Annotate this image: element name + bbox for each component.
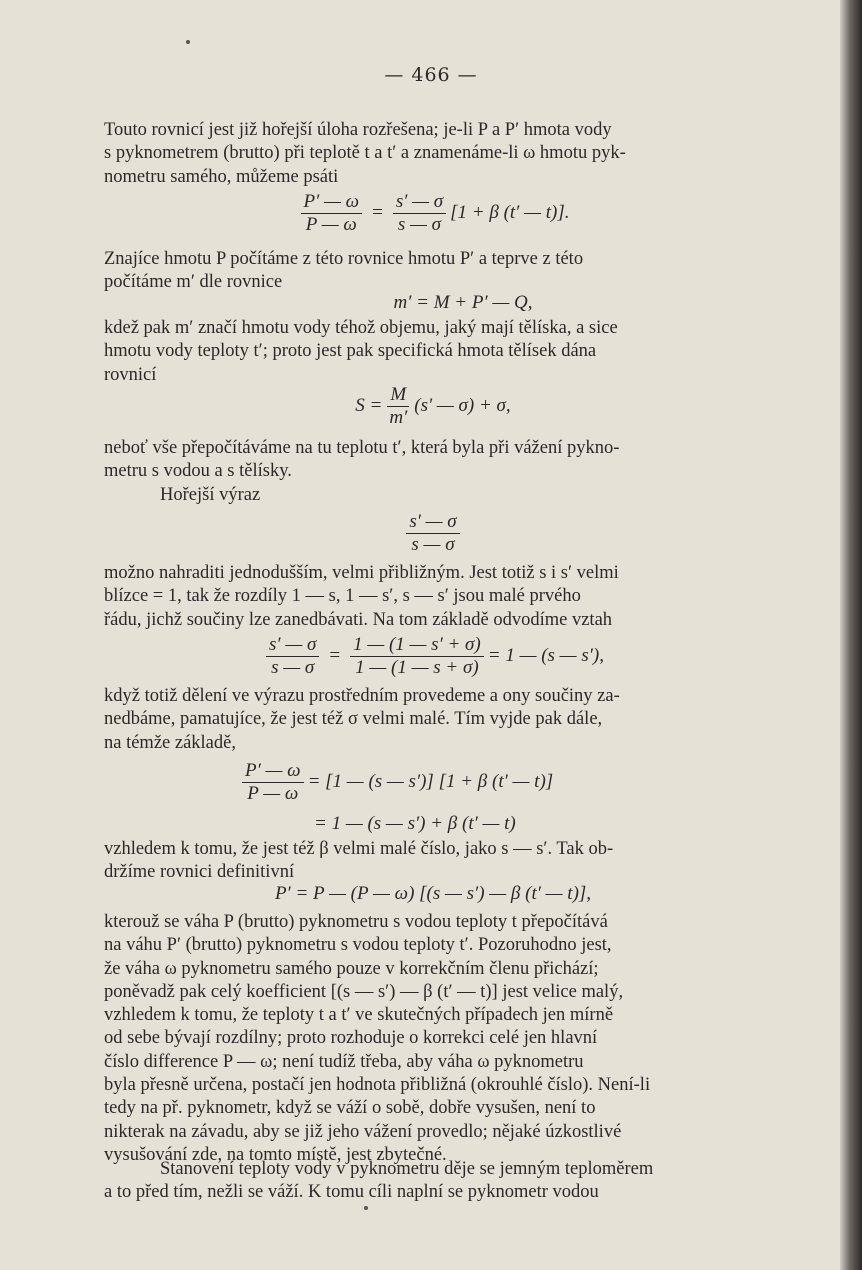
text-line: Hořejší výraz: [160, 485, 261, 505]
paragraph-5: [104, 484, 762, 507]
text-line: neboť vše přepočítáváme na tu teplotu t′, která byla při vážení pykno-: [104, 438, 620, 458]
numerator: s′ — σ: [406, 512, 459, 534]
paragraph-4: [104, 437, 762, 484]
text-line: hmotu vody teploty t′; proto jest pak specifická hmota tělísek dána: [104, 341, 597, 362]
equation-tail: [1 + β (t′ — t)].: [450, 202, 570, 223]
text-line: nedbáme, pamatujíce, že jest též σ velmi malé. Tím vyjde pak dále,: [104, 709, 603, 730]
fraction: [266, 635, 319, 678]
numerator: P′ — ω: [242, 761, 304, 783]
text-line: s pyknometrem (brutto) při teplotě t a t′ a znamenáme-li ω hmotu pyk-: [104, 143, 626, 164]
text-line: Touto rovnicí jest již hořejší úloha rozřešena; je-li P a P′ hmota vody: [104, 120, 612, 140]
text-line: vzhledem k tomu, že jest též β velmi malé číslo, jako s — s′. Tak ob-: [104, 839, 614, 859]
denominator: P — ω: [247, 782, 299, 804]
text-line: vzhledem k tomu, že teploty t a t′ ve skutečných případech jen mírně: [104, 1005, 614, 1026]
denominator: s — σ: [397, 213, 442, 235]
paragraph-2: [104, 248, 762, 295]
equation-6: [104, 756, 762, 808]
text-line: na témže základě,: [104, 732, 236, 753]
numerator: M: [387, 385, 409, 407]
paragraph-7: [104, 685, 762, 755]
fraction: [350, 635, 484, 678]
equation-1: [104, 188, 762, 238]
numerator: s′ — σ: [393, 192, 446, 214]
text-line: když totiž dělení ve výrazu prostředním provedeme a ony součiny za-: [104, 686, 620, 706]
text-line: od sebe bývají rozdílny; proto rozhoduje o korrekci celé jen hlavní: [104, 1028, 598, 1049]
fraction: [301, 192, 363, 235]
text-line: možno nahraditi jednodušším, velmi přibližným. Jest totiž s i s′ velmi: [104, 563, 619, 583]
paragraph-3: [104, 317, 762, 387]
numerator: 1 — (1 — s′ + σ): [350, 635, 484, 657]
paragraph-8: [104, 838, 762, 885]
fraction: [386, 385, 410, 428]
text-line: číslo difference P — ω; není tudíž třeba, aby váha ω pyknometru: [104, 1051, 584, 1072]
text-line: Znajíce hmotu P počítáme z této rovnice hmotu P′ a teprve z této: [104, 249, 584, 269]
text-line: a to před tím, nežli se váží. K tomu cíli naplní se pyknometr vodou: [104, 1182, 599, 1203]
text-line: počítáme m′ dle rovnice: [104, 272, 283, 293]
numerator: P′ — ω: [301, 192, 363, 214]
denominator: s — σ: [411, 533, 455, 555]
text-line: vysušování zde, na tomto místě, jest zbytečné.: [104, 1144, 447, 1165]
equation-tail: = [1 — (s — s′)] [1 + β (t′ — t)]: [307, 771, 554, 792]
equation-text: = 1 — (s — s′) + β (t′ — t): [314, 813, 516, 834]
fraction: [242, 761, 304, 804]
equals-sign: =: [329, 645, 341, 666]
paragraph-6: [104, 562, 762, 632]
ink-speck: [186, 40, 190, 44]
text-line: nikterak na závadu, aby se již jeho vážení provedlo; nějaké úzkostlivé: [104, 1121, 622, 1142]
equation-text: P′ = P — (P — ω) [(s — s′) — β (t′ — t)],: [274, 883, 592, 904]
text-line: Stanovení teploty vody v pyknometru děje se jemným teploměrem: [160, 1159, 654, 1179]
paragraph-1: [104, 119, 762, 189]
paragraph-9: [104, 911, 762, 1167]
equation-3: [104, 381, 762, 431]
equals-sign: =: [372, 202, 383, 223]
equation-tail: = 1 — (s — s′),: [487, 645, 604, 666]
text-line: byla přesně určena, postačí jen hodnota přibližná (okrouhlé číslo). Není-li: [104, 1075, 651, 1096]
text-line: poněvadž pak celý koefficient [(s — s′) — β (t′ — t)] jest velice malý,: [104, 981, 624, 1002]
text-line: blízce = 1, tak že rozdíly 1 — s, 1 — s′, s — s′ jsou malé prvého: [104, 586, 581, 607]
denominator: P — ω: [305, 213, 357, 235]
paragraph-10: [104, 1158, 762, 1205]
text-line: metru s vodou a s tělísky.: [104, 461, 292, 482]
text-line: tedy na př. pyknometr, když se váží o sobě, dobře vysušen, není to: [104, 1098, 596, 1119]
equation-2: [104, 290, 762, 316]
equation-8: [104, 881, 762, 907]
fraction: [393, 192, 446, 235]
text-line: rovnicí: [104, 364, 157, 385]
text-line: na váhu P′ (brutto) pyknometru s vodou teploty t′. Pozoruhodno jest,: [104, 935, 612, 956]
text-line: nometru samého, můžeme psáti: [104, 166, 339, 187]
equation-text: m′ = M + P′ — Q,: [393, 292, 533, 313]
numerator: s′ — σ: [266, 635, 319, 657]
binding-shadow: [840, 0, 862, 1270]
text-line: kterouž se váha P (brutto) pyknometru s vodou teploty t přepočítává: [104, 912, 608, 932]
text-line: že váha ω pyknometru samého pouze v korrekčním členu přichází;: [104, 958, 599, 979]
equation-7: [104, 811, 762, 837]
equation-tail: (s′ — σ) + σ,: [414, 395, 511, 416]
equation-lhs: S =: [355, 395, 383, 416]
page-number: — 466 —: [384, 64, 478, 86]
equation-4: [104, 508, 762, 558]
equation-5: [104, 630, 762, 682]
denominator: 1 — (1 — s + σ): [355, 656, 479, 678]
text-line: řádu, jichž součiny lze zanedbávati. Na tom základě odvodíme vztah: [104, 609, 613, 630]
text-line: kdež pak m′ značí hmotu vody téhož objemu, jaký mají tělíska, a sice: [104, 318, 618, 338]
ink-speck: [364, 1206, 368, 1210]
denominator: m′: [389, 406, 408, 428]
text-line: držíme rovnici definitivní: [104, 862, 295, 883]
denominator: s — σ: [271, 656, 315, 678]
fraction: [406, 512, 459, 555]
